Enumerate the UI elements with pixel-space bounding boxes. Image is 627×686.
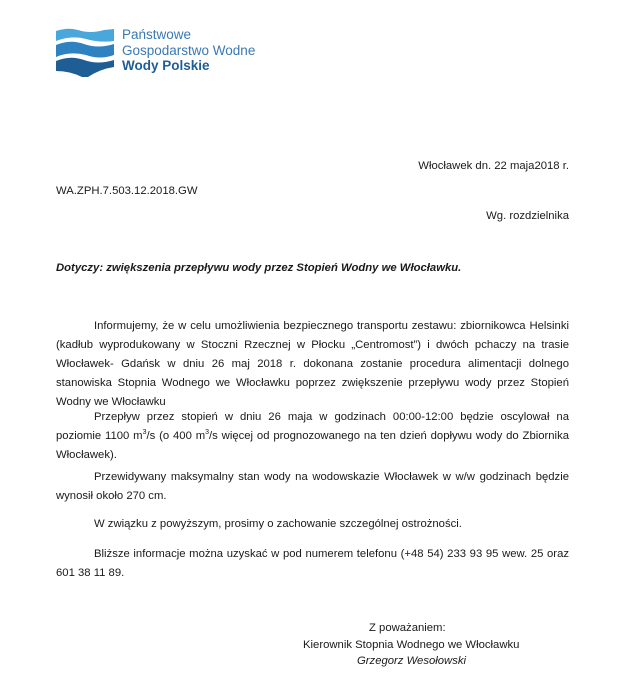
waves-logo-icon [56, 27, 114, 77]
superscript: 3 [142, 429, 147, 436]
logo [56, 27, 266, 77]
paragraph-4-text: W związku z powyższym, prosimy o zachowanie szczególnej ostrożności. [94, 518, 462, 530]
logo-line-3: Wody Polskie [122, 58, 210, 73]
paragraph-1-text: Informujemy, że w celu umożliwienia bezpiecznego transportu zestawu: zbiornikowca Helsinki (kadłub wyprodukowany w Stoczni Rzecznej w Płocku „Centromost”) i dwóch pchaczy na trasie Włocławek- Gdańsk w dniu 26 maj 2018 r. dokonana zostanie procedura alimentacji dolnego stanowiska Stopnia Wodnego we Włocławku poprzez zwiększenie przepływu wody przez Stopień Wodny we Włocławku [56, 320, 569, 408]
paragraph-2 [56, 408, 569, 465]
paragraph-5 [56, 545, 569, 583]
paragraph-5-text: Bliższe informacje można uzyskać w pod numerem telefonu (+48 54) 233 93 95 wew. 25 oraz 601 38 11 89. [56, 548, 569, 579]
place-date: Włocławek dn. 22 maja2018 r. [418, 160, 569, 172]
closing: Z poważaniem: [369, 622, 446, 634]
signatory-name: Grzegorz Wesołowski [357, 655, 467, 667]
paragraph-1 [56, 317, 569, 412]
logo-line-1: Państwowe [122, 27, 192, 42]
recipient: Wg. rozdzielnika [486, 210, 569, 222]
paragraph-3 [56, 468, 569, 506]
paragraph-4 [56, 515, 569, 534]
paragraph-2-text-a: Przepływ przez stopień w dniu 26 maja w godzinach 00:00-12:00 będzie oscylował na poziomie 1100 m [56, 411, 569, 442]
reference-number: WA.ZPH.7.503.12.2018.GW [56, 185, 198, 197]
superscript: 3 [205, 429, 210, 436]
logo-line-2: Gospodarstwo Wodne [122, 42, 256, 58]
paragraph-2-text-b: /s (o 400 m [146, 430, 206, 442]
signatory-title: Kierownik Stopnia Wodnego we Włocławku [303, 639, 520, 651]
subject-line: Dotyczy: zwiększenia przepływu wody przez Stopień Wodny we Włocławku. [56, 262, 462, 274]
paragraph-3-text: Przewidywany maksymalny stan wody na wodowskazie Włocławek w w/w godzinach będzie wynosił około 270 cm. [56, 471, 569, 502]
paragraph-2-text-c: /s więcej od prognozowanego na ten dzień dopływu wody do Zbiornika Włocławek). [56, 430, 570, 461]
